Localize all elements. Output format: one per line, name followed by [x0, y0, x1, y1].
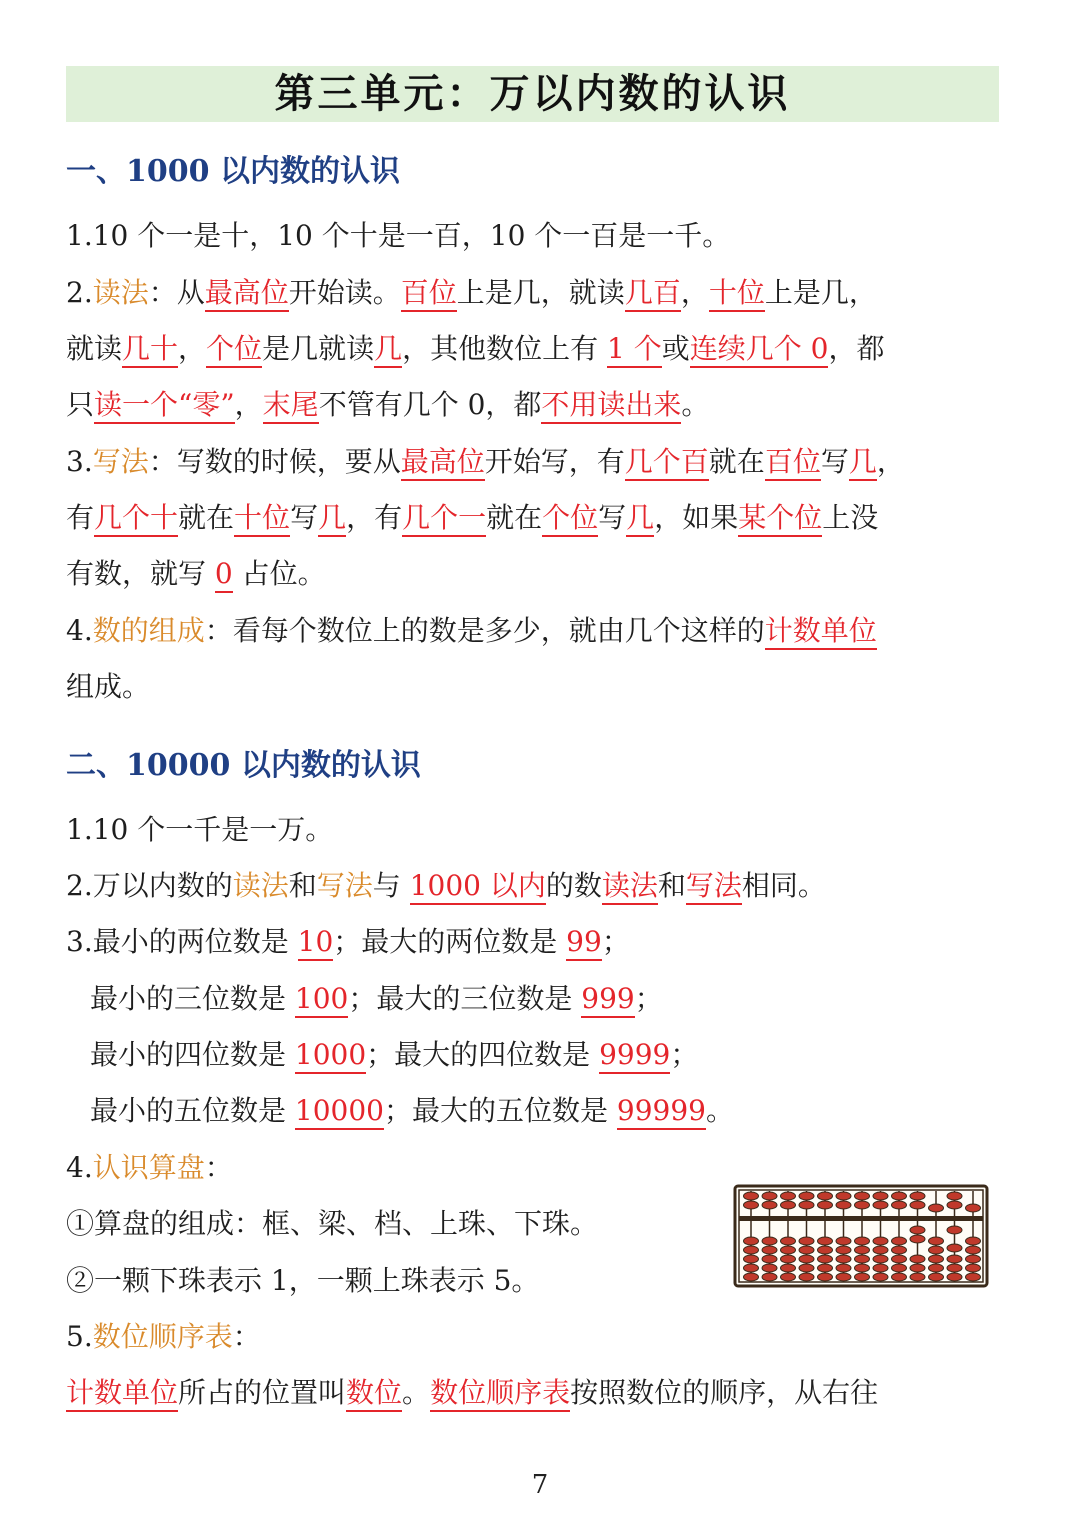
- s2-p5-text: 。: [402, 1376, 431, 1409]
- abacus-bead: [947, 1255, 962, 1263]
- s1-p2-term: 末尾: [263, 388, 319, 424]
- abacus-bead: [892, 1237, 907, 1245]
- s2-p5-line: [66, 1373, 878, 1413]
- s1-p2-text: 就读: [66, 332, 123, 365]
- s2-p4-item-1: ①算盘的组成：框、梁、档、上珠、下珠。: [66, 1207, 599, 1240]
- abacus-bead: [892, 1255, 907, 1263]
- abacus-bead: [744, 1246, 759, 1254]
- abacus-bead: [855, 1201, 870, 1209]
- s1-p2-text: 是几就读: [262, 332, 375, 365]
- abacus-bead: [744, 1192, 759, 1200]
- s2-p3-text: ；: [601, 925, 630, 958]
- s2-p5-text: 所占的位置叫: [178, 1376, 347, 1409]
- s1-p2-text: 。: [681, 388, 710, 421]
- abacus-bead: [873, 1246, 888, 1254]
- s1-p3-term: 几个十: [94, 501, 178, 537]
- s2-p4-text: ：: [204, 1151, 233, 1184]
- s1-p3-num: 3.: [66, 445, 93, 478]
- s1-p3-line1: [66, 442, 905, 482]
- abacus-bead: [855, 1273, 870, 1281]
- s2-p3-row: [66, 922, 630, 962]
- abacus-bead: [910, 1201, 925, 1209]
- s1-p3-term: 几: [318, 501, 346, 537]
- abacus-bead: [947, 1273, 962, 1281]
- s1-p4-line2: 组成。: [66, 670, 151, 703]
- abacus-bead: [762, 1192, 777, 1200]
- s2-p2-text: 的数: [545, 869, 602, 902]
- abacus-bead: [762, 1273, 777, 1281]
- s1-p2-term: 读一个“零”: [94, 388, 235, 424]
- s1-p3-line2: [66, 498, 878, 538]
- abacus-bead: [744, 1264, 759, 1272]
- s2-p3-min: 10000: [295, 1094, 384, 1130]
- abacus-bead: [818, 1201, 833, 1209]
- s2-p2-keyword: 读法: [232, 869, 289, 902]
- s2-p3-text: 最小的两位数是: [92, 925, 298, 958]
- s1-p3-text: 有: [66, 501, 95, 534]
- s1-p4-term: 计数单位: [765, 614, 877, 650]
- abacus-bead: [818, 1192, 833, 1200]
- abacus-bead: [929, 1255, 944, 1263]
- abacus-bead: [799, 1246, 814, 1254]
- s2-p3-min: 1000: [295, 1038, 366, 1074]
- s1-p3-term: 几: [849, 445, 877, 481]
- s1-p3-term: 0: [215, 557, 233, 593]
- abacus-bead: [744, 1273, 759, 1281]
- s2-p2-text: 和: [657, 869, 686, 902]
- s2-p2-keyword: 写法: [316, 869, 373, 902]
- s2-p3-text: ；: [670, 1038, 699, 1071]
- s1-p2-term: 几百: [625, 276, 681, 312]
- s1-p2-term: 最高位: [205, 276, 289, 312]
- s1-p2-text: 上是几，就读: [456, 276, 625, 309]
- abacus-bead: [781, 1192, 796, 1200]
- s1-p3-term: 几个一: [402, 501, 486, 537]
- s2-p3-max: 99999: [617, 1094, 706, 1130]
- abacus-bead: [873, 1201, 888, 1209]
- s2-p4-num: 4.: [66, 1151, 93, 1184]
- s2-p2: [66, 866, 826, 906]
- s2-p3-min: 100: [295, 982, 348, 1018]
- s1-p3-text: 开始写，有: [484, 445, 625, 478]
- s2-p3-text: ；最大的五位数是: [383, 1094, 617, 1127]
- abacus-bead: [836, 1201, 851, 1209]
- s2-p5-term: 数位: [346, 1376, 402, 1412]
- s2-p2-term: 1000 以内: [410, 869, 546, 905]
- section-1-heading: 一、1000 以内数的认识: [66, 154, 400, 189]
- s2-p5-term: 计数单位: [66, 1376, 178, 1412]
- abacus-bead: [781, 1255, 796, 1263]
- s2-p4-heading: [66, 1148, 233, 1188]
- s2-p3-max: 99: [566, 925, 602, 961]
- s1-p2-text: ，都: [828, 332, 885, 365]
- s2-p3-max: 999: [581, 982, 634, 1018]
- s1-p4-keyword: 数的组成: [92, 614, 205, 647]
- abacus-bead: [836, 1246, 851, 1254]
- abacus-bead: [762, 1264, 777, 1272]
- abacus-bead: [947, 1244, 962, 1252]
- abacus-bead: [873, 1264, 888, 1272]
- s1-p3-text: 就在: [486, 501, 543, 534]
- abacus-bead: [929, 1264, 944, 1272]
- s2-p3-lead: 3.: [66, 925, 93, 958]
- s1-p3-term: 个位: [542, 501, 598, 537]
- abacus-bead: [855, 1264, 870, 1272]
- abacus-bead: [947, 1226, 962, 1234]
- abacus-bead: [781, 1246, 796, 1254]
- abacus-bead: [799, 1237, 814, 1245]
- s2-p3-text: ；最大的两位数是: [333, 925, 567, 958]
- s1-p2-num: 2.: [66, 276, 93, 309]
- abacus-bead: [799, 1201, 814, 1209]
- abacus-bead: [947, 1192, 962, 1200]
- s1-p1: 1.10 个一是十，10 个十是一百，10 个一百是一千。: [66, 219, 731, 252]
- s1-p2-term: 个位: [206, 332, 262, 368]
- abacus-bead: [892, 1246, 907, 1254]
- s2-p3-row: [90, 979, 663, 1019]
- s2-p3-min: 10: [298, 925, 334, 961]
- s2-p2-term: 写法: [686, 869, 742, 905]
- abacus-bead: [966, 1264, 981, 1272]
- s2-p2-term: 读法: [602, 869, 658, 905]
- abacus-bead: [818, 1255, 833, 1263]
- s2-p5-heading: [66, 1317, 261, 1357]
- s1-p3-text: ，: [876, 445, 905, 478]
- title-band: [66, 66, 999, 122]
- s1-p2-term: 1 个: [607, 332, 662, 368]
- s1-p2-text: 只: [66, 388, 95, 421]
- s2-p5-text: 按照数位的顺序，从右往: [570, 1376, 879, 1409]
- s1-p3-term: 几个百: [625, 445, 709, 481]
- s1-p3-text: 上没: [822, 501, 879, 534]
- abacus-bead: [892, 1201, 907, 1209]
- abacus-bead: [836, 1273, 851, 1281]
- s1-p3-text: 占位。: [232, 557, 326, 590]
- s1-p3-term: 最高位: [401, 445, 485, 481]
- abacus-bead: [762, 1255, 777, 1263]
- abacus-bead: [873, 1192, 888, 1200]
- s2-p3-row: [90, 1091, 734, 1131]
- s1-p4-text: ：看每个数位上的数是多少，就由几个这样的: [204, 614, 765, 647]
- s2-p3-text: 最小的三位数是: [90, 982, 295, 1015]
- s2-p3-text: 。: [705, 1094, 734, 1127]
- abacus-bead: [762, 1201, 777, 1209]
- s2-p5-keyword: 数位顺序表: [92, 1320, 233, 1353]
- s1-p3-term: 百位: [765, 445, 821, 481]
- abacus-bead: [929, 1273, 944, 1281]
- abacus-bead: [799, 1273, 814, 1281]
- s2-p3-text: ；最大的三位数是: [348, 982, 582, 1015]
- abacus-illustration: [733, 1184, 989, 1288]
- s1-p2-term: 连续几个 0: [690, 332, 829, 368]
- abacus-bead: [910, 1264, 925, 1272]
- s2-p1: 1.10 个一千是一万。: [66, 813, 334, 846]
- abacus-bead: [836, 1264, 851, 1272]
- s1-p2-term: 不用读出来: [541, 388, 681, 424]
- s2-p2-num: 2.: [66, 869, 93, 902]
- s1-p2-term: 几十: [122, 332, 178, 368]
- s1-p2-text: ，其他数位上有: [402, 332, 607, 365]
- abacus-bead: [818, 1237, 833, 1245]
- abacus-bead: [818, 1264, 833, 1272]
- abacus-bead: [744, 1237, 759, 1245]
- s1-p2-text: 开始读。: [288, 276, 401, 309]
- s2-p5-num: 5.: [66, 1320, 93, 1353]
- abacus-bead: [910, 1255, 925, 1263]
- s1-p2-line2: [66, 329, 884, 369]
- abacus-bead: [966, 1246, 981, 1254]
- s1-p2-line1: [66, 273, 877, 313]
- abacus-bead: [873, 1273, 888, 1281]
- s2-p4-keyword: 认识算盘: [92, 1151, 205, 1184]
- s1-p3-term: 十位: [234, 501, 290, 537]
- abacus-bead: [799, 1192, 814, 1200]
- s1-p3-text: 写: [290, 501, 319, 534]
- abacus-bead: [966, 1273, 981, 1281]
- abacus-bead: [910, 1235, 925, 1243]
- abacus-bead: [744, 1255, 759, 1263]
- s1-p2-text: ：从: [148, 276, 205, 309]
- abacus-bead: [781, 1237, 796, 1245]
- abacus-bead: [818, 1273, 833, 1281]
- abacus-bead: [966, 1204, 981, 1212]
- s2-p3-text: ；: [634, 982, 663, 1015]
- abacus-bead: [855, 1255, 870, 1263]
- s1-p2-text: ，: [234, 388, 263, 421]
- s2-p2-text: 与: [372, 869, 410, 902]
- abacus-bead: [818, 1246, 833, 1254]
- s1-p3-text: 写: [598, 501, 627, 534]
- s1-p3-line3: [66, 554, 326, 594]
- s1-p3-text: 写: [820, 445, 849, 478]
- abacus-bead: [799, 1255, 814, 1263]
- s1-p2-term: 十位: [709, 276, 765, 312]
- abacus-bead: [966, 1255, 981, 1263]
- s1-p2-text: ，: [178, 332, 207, 365]
- s1-p3-text: ：写数的时候，要从: [148, 445, 401, 478]
- s2-p2-text: 相同。: [741, 869, 826, 902]
- s1-p3-term: 几: [626, 501, 654, 537]
- page-title: 第三单元：万以内数的认识: [274, 70, 791, 117]
- abacus-bead: [855, 1192, 870, 1200]
- s1-p3-text: 就在: [708, 445, 765, 478]
- s1-p4-num: 4.: [66, 614, 93, 647]
- s2-p3-max: 9999: [599, 1038, 670, 1074]
- abacus-bead: [929, 1246, 944, 1254]
- abacus-bead: [910, 1192, 925, 1200]
- abacus-bead: [855, 1237, 870, 1245]
- s1-p2-text: 或: [661, 332, 690, 365]
- s2-p3-row: [90, 1035, 698, 1075]
- s2-p2-text: 和: [288, 869, 317, 902]
- page-number: 7: [531, 1470, 549, 1500]
- abacus-bead: [947, 1264, 962, 1272]
- abacus-bead: [762, 1246, 777, 1254]
- s1-p2-text: 上是几，: [764, 276, 877, 309]
- abacus-bead: [781, 1273, 796, 1281]
- abacus-bead: [781, 1201, 796, 1209]
- abacus-bead: [762, 1237, 777, 1245]
- abacus-bead: [910, 1226, 925, 1234]
- abacus-bead: [929, 1237, 944, 1245]
- s2-p2-text: 万以内数的: [92, 869, 233, 902]
- abacus-bead: [966, 1237, 981, 1245]
- abacus-bead: [799, 1264, 814, 1272]
- abacus-bead: [836, 1255, 851, 1263]
- abacus-bead: [892, 1192, 907, 1200]
- abacus-bead: [744, 1201, 759, 1209]
- abacus-bead: [947, 1201, 962, 1209]
- s1-p2-text: 不管有几个 0，都: [318, 388, 542, 421]
- abacus-bead: [910, 1273, 925, 1281]
- s2-p3-text: 最小的五位数是: [90, 1094, 295, 1127]
- abacus-bead: [873, 1255, 888, 1263]
- s1-p2-keyword: 读法: [92, 276, 149, 309]
- abacus-bead: [873, 1237, 888, 1245]
- s1-p3-text: 就在: [178, 501, 235, 534]
- abacus-bead: [892, 1273, 907, 1281]
- s1-p2-term: 百位: [401, 276, 457, 312]
- s1-p3-keyword: 写法: [92, 445, 149, 478]
- abacus-bead: [855, 1246, 870, 1254]
- s2-p5-term: 数位顺序表: [430, 1376, 570, 1412]
- abacus-bead: [836, 1192, 851, 1200]
- s1-p3-text: ，有: [346, 501, 403, 534]
- section-2-heading: 二、10000 以内数的认识: [66, 748, 421, 783]
- s2-p3-text: ；最大的四位数是: [366, 1038, 600, 1071]
- s1-p3-term: 某个位: [738, 501, 822, 537]
- abacus-bead: [892, 1264, 907, 1272]
- s1-p2-text: ，: [680, 276, 709, 309]
- s1-p3-text: ，如果: [654, 501, 739, 534]
- s2-p3-text: 最小的四位数是: [90, 1038, 295, 1071]
- abacus-bead: [929, 1204, 944, 1212]
- s1-p4-line1: [66, 611, 877, 651]
- s2-p5-text: ：: [232, 1320, 261, 1353]
- s1-p2-term: 几: [374, 332, 402, 368]
- s1-p3-text: 有数，就写: [66, 557, 215, 590]
- abacus-bead: [781, 1264, 796, 1272]
- s1-p2-line3: [66, 385, 709, 425]
- abacus-bead: [836, 1237, 851, 1245]
- s2-p4-item-2: ②一颗下珠表示 1，一颗上珠表示 5。: [66, 1264, 540, 1297]
